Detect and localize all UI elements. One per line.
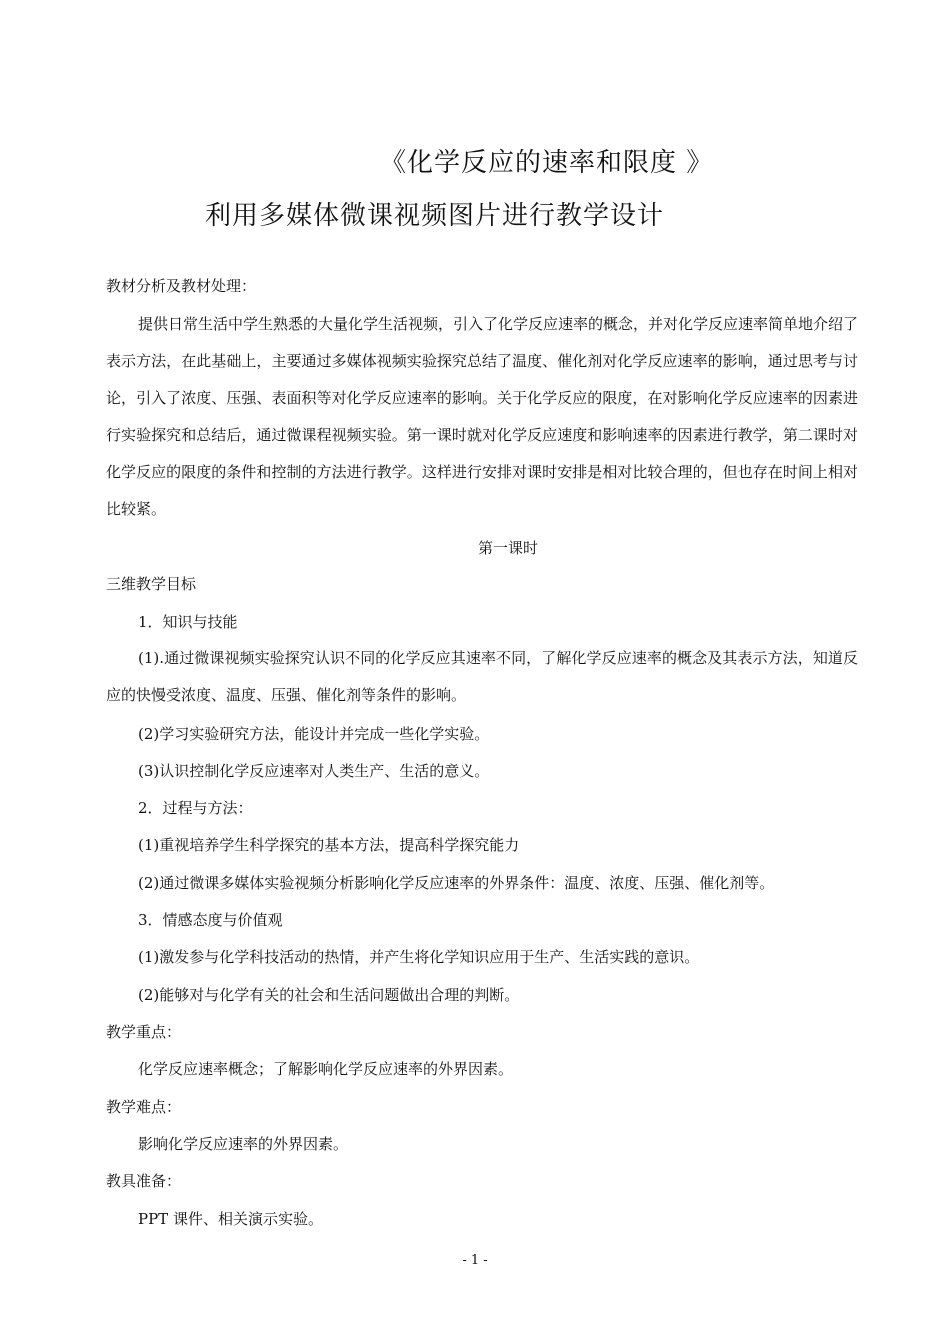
goals-heading: 三维教学目标 <box>106 575 197 593</box>
goal1-item2: (2)学习实验研究方法，能设计并完成一些化学实验。 <box>138 725 490 743</box>
goal3-item1: (1)激发参与化学科技活动的热情，并产生将化学知识应用于生产、生活实践的意识。 <box>138 948 700 966</box>
lesson-title: 第一课时 <box>477 539 538 557</box>
goal1-heading: 1．知识与技能 <box>138 613 238 631</box>
goal1-item3: (3)认识控制化学反应速率对人类生产、生活的意义。 <box>138 762 490 780</box>
page-number: - 1 - <box>462 1253 488 1268</box>
key-heading: 教学重点： <box>106 1023 182 1041</box>
analysis-heading: 教材分析及教材处理： <box>106 277 257 295</box>
goal2-heading: 2．过程与方法： <box>138 799 253 817</box>
goal2-item2: (2)通过微课多媒体实验视频分析影响化学反应速率的外界条件：温度、浓度、压强、催化剂等。 <box>138 874 775 892</box>
analysis-paragraph: 提供日常生活中学生熟悉的大量化学生活视频，引入了化学反应速率的概念，并对化学反应速率简单地介绍了表示方法，在此基础上，主要通过多媒体视频实验探究总结了温度、催化剂对化学反应速率的影响，通过思考与讨论，引入了浓度、压强、表面积等对化学反应速率的影响。关于化学反应的限度，在对影响化学反应速率的因素进行实验探究和总结后，通过微课程视频实验。第一课时就对化学反应速度和影响速率的因素进行教学，第二课时对化学反应的限度的条件和控制的方法进行教学。这样进行安排对课时安排是相对比较合理的，但也存在时间上相对比较紧。 <box>106 315 859 518</box>
tools-text: PPT 课件、相关演示实验。 <box>138 1210 323 1228</box>
difficulty-text: 影响化学反应速率的外界因素。 <box>138 1135 349 1153</box>
tools-heading: 教具准备： <box>106 1172 182 1190</box>
goal1-item1: (1).通过微课视频实验探究认识不同的化学反应其速率不同，了解化学反应速率的概念及其表示方法，知道反应的快慢受浓度、温度、压强、催化剂等条件的影响。 <box>106 649 858 704</box>
key-text: 化学反应速率概念；了解影响化学反应速率的外界因素。 <box>138 1060 514 1078</box>
document-title: 《化学反应的速率和限度 》 <box>380 148 714 178</box>
goal3-heading: 3．情感态度与价值观 <box>138 911 283 929</box>
goal2-item1: (1)重视培养学生科学探究的基本方法，提高科学探究能力 <box>138 836 520 854</box>
difficulty-heading: 教学难点： <box>106 1098 182 1116</box>
goal3-item2: (2)能够对与化学有关的社会和生活问题做出合理的判断。 <box>138 986 520 1004</box>
document-subtitle: 利用多媒体微课视频图片进行教学设计 <box>205 201 665 231</box>
